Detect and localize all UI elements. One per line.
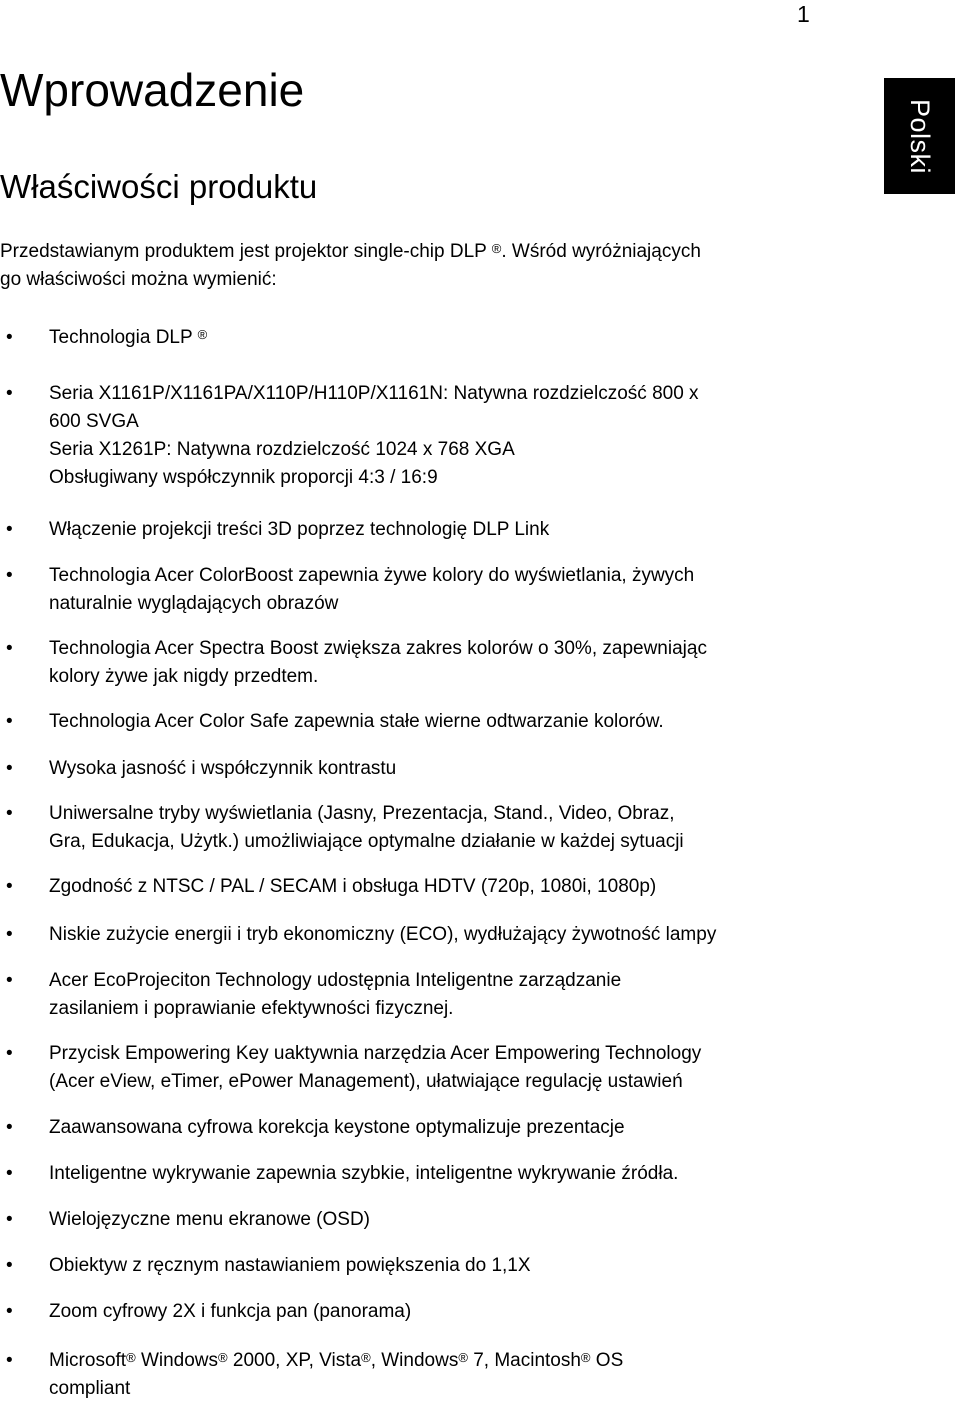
list-item-text: Technologia Acer Spectra Boost zwiększa zakres kolorów o 30%, zapewniając <box>49 638 707 659</box>
registered-mark: ® <box>197 327 208 342</box>
bullet: • <box>6 803 13 824</box>
list-item <box>0 708 870 736</box>
bullet: • <box>6 1301 13 1322</box>
section-title: Właściwości produktu <box>0 168 318 205</box>
registered-mark: ® <box>126 1350 136 1365</box>
list-item-text: Seria X1161P/X1161PA/X110P/H110P/X1161N: Natywna rozdzielczość 800 x <box>49 383 699 404</box>
registered-mark: ® <box>580 1350 591 1365</box>
bullet: • <box>6 327 13 348</box>
list-item-text: Wysoka jasność i współczynnik kontrastu <box>49 758 397 779</box>
list-item <box>0 380 870 492</box>
bullet: • <box>6 519 13 540</box>
bullet: • <box>6 876 13 897</box>
intro-line1-tail: . Wśród wyróżniających <box>501 241 701 262</box>
list-item-text: Inteligentne wykrywanie zapewnia szybkie, inteligentne wykrywanie źródła. <box>49 1163 679 1184</box>
list-item <box>0 562 870 618</box>
list-item-text: Gra, Edukacja, Użytk.) umożliwiające optymalne działanie w każdej sytuacji <box>49 831 684 852</box>
list-item <box>0 324 870 352</box>
list-item-text: Niskie zużycie energii i tryb ekonomiczny (ECO), wydłużający żywotność lampy <box>49 924 717 945</box>
list-item <box>0 755 870 783</box>
registered-mark: ® <box>491 241 502 256</box>
list-item-text: Microsoft® Windows® 2000, XP, Vista®, Windows® 7, Macintosh® OS <box>49 1350 624 1371</box>
list-item <box>0 635 870 691</box>
bullet: • <box>6 638 13 659</box>
page-title: Wprowadzenie <box>0 64 305 116</box>
list-item <box>0 967 870 1023</box>
bullet: • <box>6 1350 13 1371</box>
list-item-text: Zaawansowana cyfrowa korekcja keystone optymalizuje prezentacje <box>49 1117 625 1138</box>
registered-mark: ® <box>218 1350 228 1365</box>
list-item <box>0 1347 870 1403</box>
list-item <box>0 1298 870 1326</box>
list-item-text: compliant <box>49 1378 131 1399</box>
list-item-text: Wielojęzyczne menu ekranowe (OSD) <box>49 1209 371 1230</box>
bullet: • <box>6 383 13 404</box>
bullet: • <box>6 1209 13 1230</box>
list-item-text: Zoom cyfrowy 2X i funkcja pan (panorama) <box>49 1301 412 1322</box>
intro-line1-text: Przedstawianym produktem jest projektor single-chip DLP <box>0 241 487 262</box>
list-item-text: (Acer eView, eTimer, ePower Management), ułatwiające regulację ustawień <box>49 1071 683 1092</box>
list-item <box>0 921 870 949</box>
list-item <box>0 1160 870 1188</box>
list-item-text: Acer EcoProjeciton Technology udostępnia Inteligentne zarządzanie <box>49 970 622 991</box>
list-item <box>0 873 870 901</box>
registered-mark: ® <box>361 1350 371 1365</box>
bullet: • <box>6 1163 13 1184</box>
list-item <box>0 516 870 544</box>
bullet: • <box>6 758 13 779</box>
list-item-text: kolory żywe jak nigdy przedtem. <box>49 666 319 687</box>
bullet: • <box>6 1255 13 1276</box>
intro-line2-text: go właściwości można wymienić: <box>0 269 277 290</box>
list-item-text: naturalnie wyglądających obrazów <box>49 593 339 614</box>
list-item <box>0 1252 870 1280</box>
bullet: • <box>6 970 13 991</box>
language-tab <box>884 78 955 194</box>
registered-mark: ® <box>458 1350 468 1365</box>
intro-paragraph <box>0 238 860 294</box>
list-item <box>0 1114 870 1142</box>
bullet: • <box>6 711 13 732</box>
list-item-text: Włączenie projekcji treści 3D poprzez technologię DLP Link <box>49 519 550 540</box>
list-item <box>0 1206 870 1234</box>
page-number: 1 <box>797 1 810 27</box>
list-item-text: Technologia Acer Color Safe zapewnia stałe wierne odtwarzanie kolorów. <box>49 711 664 732</box>
list-item-text: Przycisk Empowering Key uaktywnia narzędzia Acer Empowering Technology <box>49 1043 702 1064</box>
list-item-text: Technologia Acer ColorBoost zapewnia żywe kolory do wyświetlania, żywych <box>49 565 695 586</box>
list-item-text: Seria X1261P: Natywna rozdzielczość 1024 x 768 XGA <box>49 439 515 460</box>
bullet: • <box>6 565 13 586</box>
list-item-text: zasilaniem i poprawianie efektywności fizycznej. <box>49 998 454 1019</box>
list-item-text: 600 SVGA <box>49 411 139 432</box>
bullet: • <box>6 1043 13 1064</box>
list-item-text: Obiektyw z ręcznym nastawianiem powiększenia do 1,1X <box>49 1255 531 1276</box>
list-item <box>0 800 870 856</box>
bullet: • <box>6 1117 13 1138</box>
list-item-text: Obsługiwany współczynnik proporcji 4:3 / 16:9 <box>49 467 438 488</box>
bullet: • <box>6 924 13 945</box>
list-item-text: Zgodność z NTSC / PAL / SECAM i obsługa HDTV (720p, 1080i, 1080p) <box>49 876 657 897</box>
list-item <box>0 1040 870 1096</box>
list-item-text: Technologia DLP <box>49 327 193 348</box>
list-item-text: Uniwersalne tryby wyświetlania (Jasny, Prezentacja, Stand., Video, Obraz, <box>49 803 675 824</box>
language-tab-label: Polski <box>905 98 935 174</box>
